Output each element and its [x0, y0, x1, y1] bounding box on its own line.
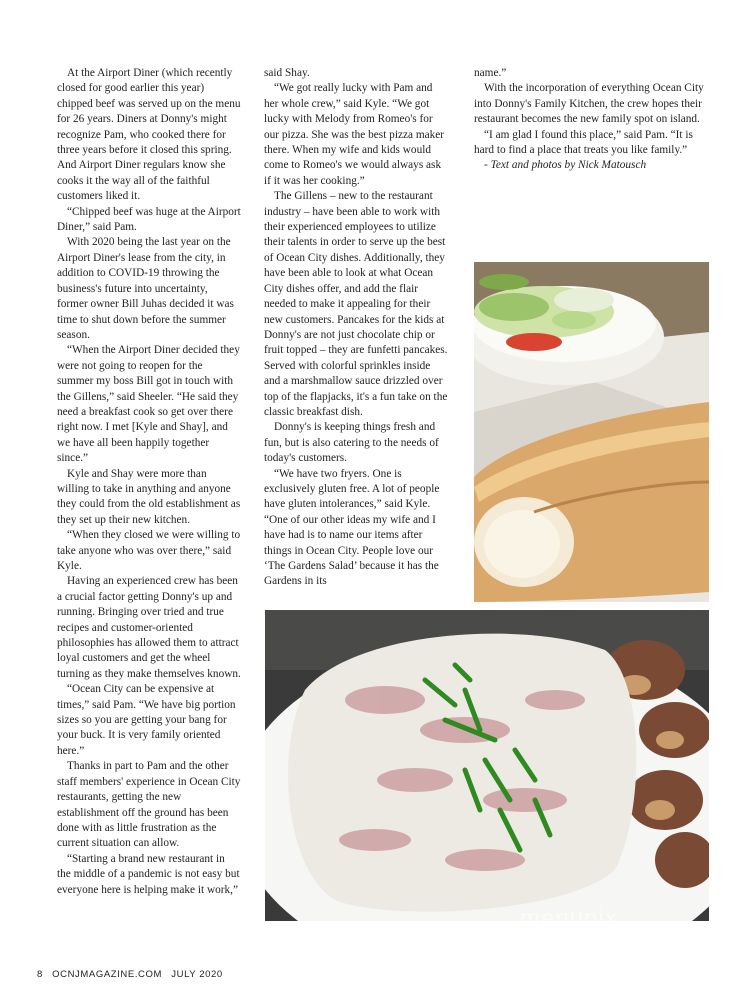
menupix-watermark: menupix [520, 905, 618, 932]
paragraph: With 2020 being the last year on the Airport Diner's lease from the city, in addition to COVID-19 throwing the business's future into uncertainty, former owner Bill Juhas decided it was time to shut down before the summer season. [57, 236, 234, 341]
issue-date: JULY 2020 [171, 969, 223, 980]
paragraph: “Chipped beef was huge at the Airport Diner,” said Pam. [57, 205, 241, 234]
paragraph: “When the Airport Diner decided they were not going to reopen for the summer my boss Bill got in touch with the Gillens,” said Sheeler. “He said they need a breakfast cook so get over there right now. I met [Kyle and Shay], and we have all been happily together since.” [57, 344, 240, 465]
paragraph-continued: name.” [474, 67, 507, 79]
paragraph: The Gillens – new to the restaurant industry – have been able to work with their experienced employees to utilize their talents in order to serve up the best of Ocean City dishes. Additionally, they have been able to look at what Ocean City dishes offer, and add the flair needed to make it appealing for their new customers. Pancakes for the kids at Donny's are not just chocolate chip or fruit topped – they are funfetti pancakes. Served with colorful sprinkles inside and a marshmallow sauce drizzled over top of the flapjacks, it's a fun take on the classic breakfast dish. [264, 190, 448, 418]
paragraph: Having an experienced crew has been a crucial factor getting Donny's up and running. Bringing over tried and true recipes and customer-oriented philosophies has allowed them to attract loyal customers and get the wheel turning as they make themselves known. [57, 575, 241, 680]
paragraph: “We have two fryers. One is exclusively gluten free. A lot of people have gluten intolerances,” said Kyle. “One of our other ideas my wife and I have had is to name our items after things in Ocean City. People love our ‘The Gardens Salad’ because it has the Gardens in its [264, 467, 440, 588]
article-column-3 [474, 66, 706, 174]
paragraph: Donny's is keeping things fresh and fun, but is also catering to the needs of today's customers. [264, 421, 439, 465]
paragraph: “Starting a brand new restaurant in the middle of a pandemic is not easy but everyone here is helping make it work,” [57, 852, 240, 896]
photo-credit: - Text and photos by Nick Matousch [484, 159, 647, 172]
salad-and-bread-photo [474, 262, 709, 602]
paragraph-continued: said Shay. [264, 67, 310, 79]
article-column-2 [264, 66, 448, 590]
paragraph: “When they closed we were willing to take anyone who was over there,” said Kyle. [57, 529, 241, 572]
paragraph: Thanks in part to Pam and the other staff members' experience in Ocean City restaurants, getting the new establishment off the ground has been done with as little frustration as the current situation can allow. [57, 760, 241, 850]
chipped-beef-photo [265, 610, 709, 921]
paragraph: “I am glad I found this place,” said Pam. “It is hard to find a place that treats you like family.” [474, 128, 693, 157]
magazine-site: OCNJMAGAZINE.COM [52, 969, 163, 980]
paragraph: At the Airport Diner (which recently closed for good earlier this year) chipped beef was served up on the menu for 26 years. Diners at Donny's might recognize Pam, who cooked there for three years before it closed this spring. And Airport Diner regulars know she cooks it the way all of the faithful customers liked it. [57, 67, 241, 203]
page-footer [37, 969, 229, 980]
paragraph: “Ocean City can be expensive at times,” said Pam. “We have big portion sizes so you are getting your bang for your buck. It is very family oriented here.” [57, 683, 236, 757]
article-column-1 [57, 66, 241, 898]
paragraph: Kyle and Shay were more than willing to take in anything and anyone they could from the old establishment as they set up their new kitchen. [57, 467, 241, 526]
paragraph: With the incorporation of everything Ocean City into Donny's Family Kitchen, the crew hopes their restaurant becomes the new family spot on island. [474, 82, 704, 126]
paragraph: “We got really lucky with Pam and her whole crew,” said Kyle. “We got lucky with Melody from Romeo's for our pizza. She was the best pizza maker there. When my wife and kids would come to Romeo's we would always ask if it was her cooking.” [264, 82, 445, 187]
page-number: 8 [37, 969, 43, 980]
